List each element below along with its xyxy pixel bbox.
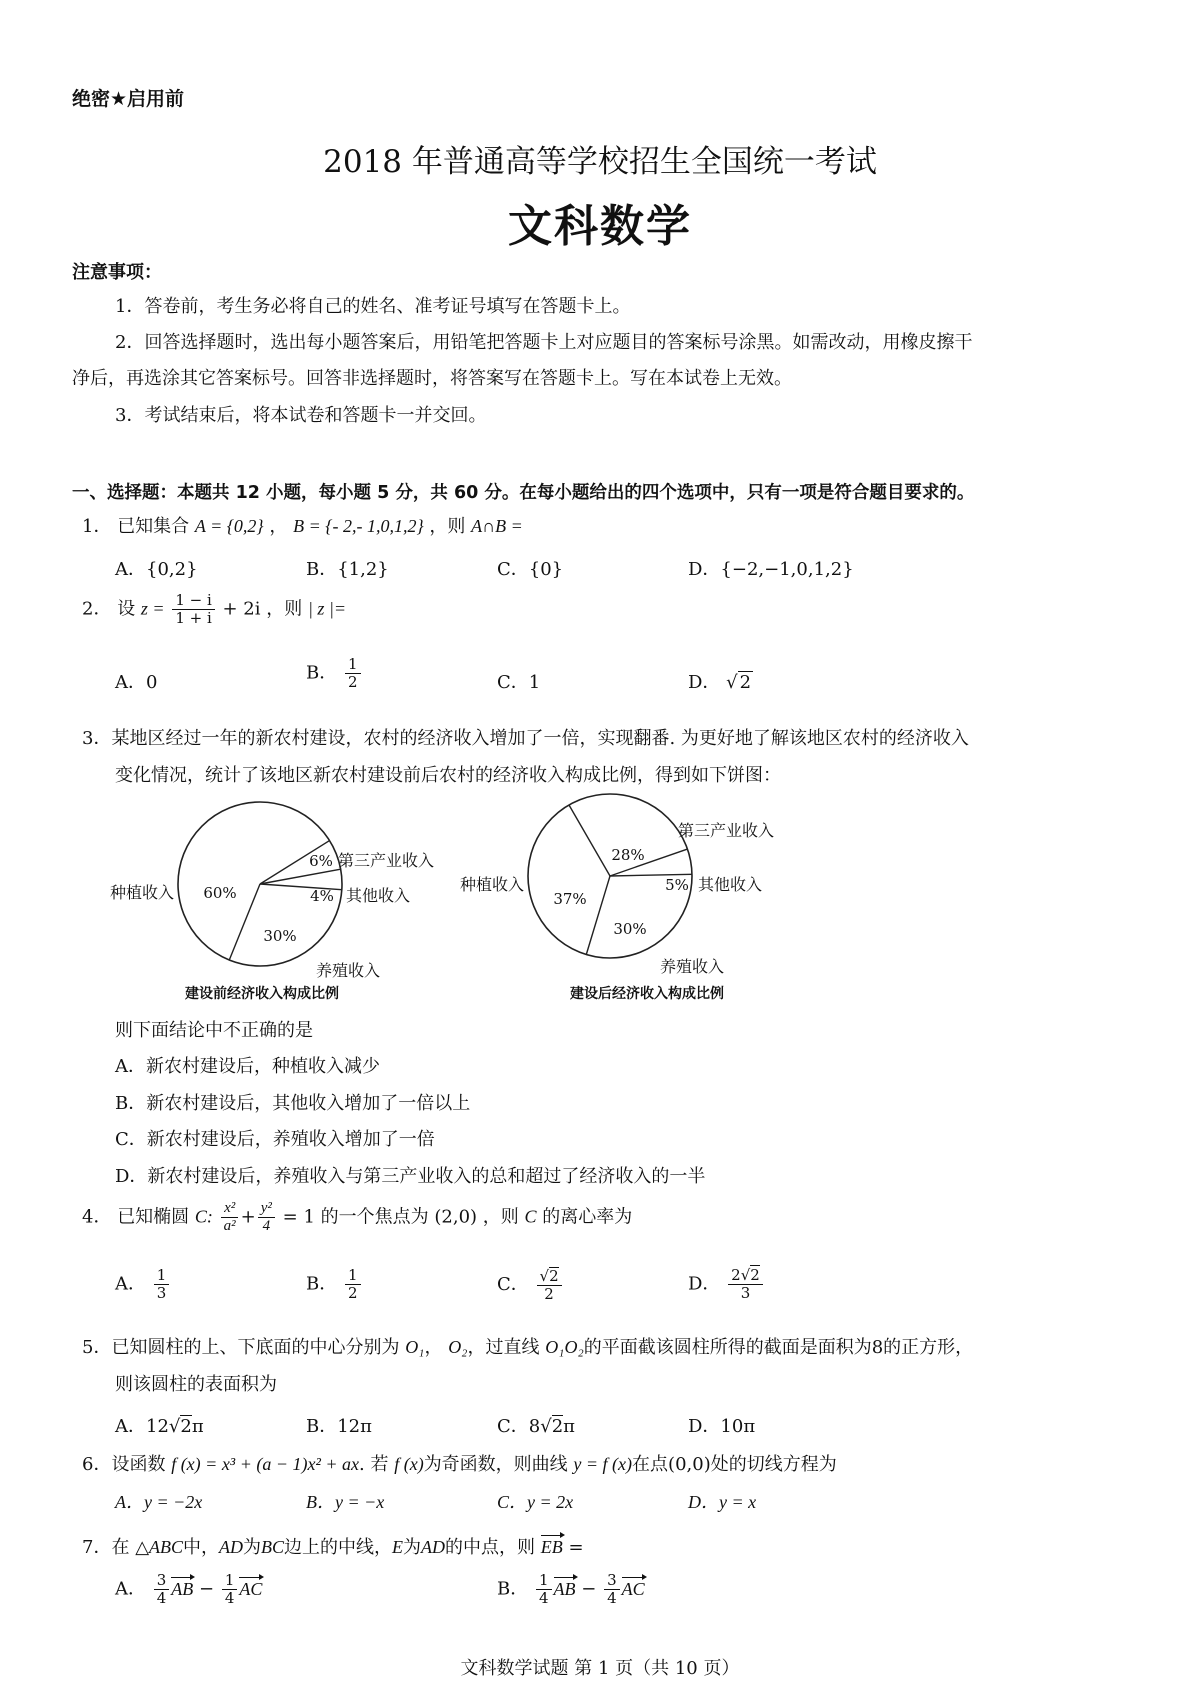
pie-slice-value: 30% [263,927,297,945]
vector-ac: AC [239,1578,263,1599]
subject-title: 文科数学 [508,201,692,252]
line-o1o2: O₁O₂ [545,1337,584,1357]
center-o2: O₂ [448,1337,468,1357]
abs-z: | z |= [307,598,347,619]
denominator: 2 [347,673,358,691]
q5-option-d: D．10π [688,1416,756,1437]
coefficient: 2 [731,1266,741,1284]
separator: ， [269,516,288,537]
question-number: 7． [82,1537,112,1558]
pie-slice-label: 养殖收入 [316,961,381,980]
pie-slice-value: 60% [203,884,237,902]
denominator: 4 [538,1589,549,1607]
option-label: A． [115,1578,146,1600]
pie-slice-label: 其他收入 [346,886,411,905]
option-label: D． [688,672,721,693]
option-label: D． [688,1273,721,1295]
question-text: . 若 [359,1454,389,1475]
point: (0,0) [668,1454,711,1475]
radicand: 2 [180,1416,192,1437]
question-text: 某地区经过一年的新农村建设，农村的经济收入增加了一倍，实现翻番. 为更好地了解该地区农村的经济收入 [111,728,969,749]
intersection-expr: A∩B = [471,516,523,536]
radicand: 2 [549,1267,559,1285]
pie-slice-value: 4% [310,887,334,905]
numerator: y² [258,1200,275,1218]
set-a: A = {0,2} [194,516,264,536]
numerator: 1 [345,1267,361,1285]
fraction [221,1200,239,1235]
vector-ab: AB [553,1578,576,1599]
question-text: 的中点，则 [445,1537,536,1558]
fraction [728,1267,763,1302]
fraction [536,1572,552,1607]
numerator: 2√2 [728,1267,763,1285]
denominator: 4 [262,1218,271,1234]
pie-slice-value: 28% [611,846,645,864]
q6-option-d: D．y = x [688,1492,757,1512]
option-label: B． [306,662,338,684]
function-def: f (x) = x³ + (a − 1)x² + ax [171,1454,360,1474]
option-label: B． [497,1578,529,1600]
question-number: 5． [82,1337,112,1358]
q3-option-c: C．新农村建设后，养殖收入增加了一倍 [115,1129,435,1150]
question-3 [82,724,969,750]
question-number: 6． [82,1454,112,1475]
segment-ad: AD [219,1537,244,1557]
q2-option-a: A．0 [115,672,158,693]
note-item-2: 2．回答选择题时，选出每小题答案后，用铅笔把答题卡上对应题目的答案标号涂黑。如需改动，用橡皮擦干 [115,332,973,353]
point-e: E [392,1537,404,1557]
area-value: 8 [871,1337,884,1358]
triangle: △ABC [135,1537,184,1557]
pie-slice-value: 37% [553,890,587,908]
question-1 [82,512,523,538]
q5-option-b: B．12π [306,1416,372,1437]
radicand: 2 [750,1266,760,1284]
numerator: 1 [345,656,361,674]
q5-option-a: A．12√2π [115,1416,204,1437]
fraction [222,1572,238,1607]
note-item-3: 3．考试结束后，将本试卷和答题卡一并交回。 [115,405,487,426]
page-footer: 文科数学试题 第 1 页（共 10 页） [460,1658,740,1679]
pie-slice-value: 6% [309,852,333,870]
denominator: 2 [347,1284,358,1302]
numerator: 1 [154,1267,170,1285]
exam-title: 2018 年普通高等学校招生全国统一考试 [323,144,877,180]
question-3-stem: 则下面结论中不正确的是 [115,1020,313,1041]
question-number: 3． [82,728,112,749]
ellipse-name: C: [194,1206,213,1227]
q7-option-a [115,1572,262,1607]
question-text: 的离心率为 [542,1206,633,1228]
q2-option-c: C．1 [497,672,541,693]
q3-option-b: B．新农村建设后，其他收入增加了一倍以上 [115,1093,471,1114]
radicand: 2 [551,1416,564,1437]
denominator: 4 [607,1589,617,1607]
q1-option-c: C．{0} [497,559,564,580]
numerator: 3 [154,1572,170,1590]
q6-option-a: A．y = −2x [115,1492,203,1512]
option-label: C． [497,1274,529,1295]
q4-option-b [306,1267,363,1302]
question-text: 设 [117,598,136,620]
question-text: 的一个焦点为 [320,1206,429,1228]
question-text: 为 [403,1537,422,1558]
operator: − [581,1578,597,1600]
ellipse-name: C [524,1206,537,1227]
pie-slice-label: 养殖收入 [660,957,725,976]
option-label: A． [115,1416,146,1437]
segment-bc: BC [261,1537,285,1557]
question-3-line2: 变化情况，统计了该地区新农村建设前后农村的经济收入构成比例，得到如下饼图： [115,765,781,786]
numerator: 1 [222,1572,238,1590]
note-item-1: 1．答卷前，考生务必将自己的姓名、准考证号填写在答题卡上。 [115,296,631,317]
operator: − [199,1578,215,1600]
question-5-line2: 则该圆柱的表面积为 [115,1374,277,1395]
question-text: ，过直线 [467,1337,540,1358]
question-5 [82,1333,973,1359]
question-number: 1． [82,516,112,537]
q6-option-b: B．y = −x [306,1492,385,1512]
q2-option-d [688,668,753,694]
question-text: 为奇函数，则曲线 [423,1454,568,1475]
q3-option-d: D．新农村建设后，养殖收入与第三产业收入的总和超过了经济收入的一半 [115,1166,706,1187]
question-text: 已知椭圆 [117,1206,190,1228]
denominator: 4 [224,1589,235,1607]
question-2 [82,592,346,627]
pie-slice-value: 5% [665,876,689,894]
pie-slice-label: 种植收入 [460,875,525,894]
pie-slice-label: 种植收入 [110,883,175,902]
denominator: 4 [156,1589,167,1607]
fraction [345,1267,361,1302]
pie-slice-value: 30% [613,920,647,938]
numerator: x² [221,1200,238,1218]
coefficient: 12 [146,1416,169,1437]
equals: = 1 [282,1206,315,1228]
q1-option-d: D．{−2,−1,0,1,2} [688,559,854,580]
focus-point: (2,0) [434,1206,478,1228]
z-var: z = [140,598,165,619]
denominator: a² [223,1218,236,1234]
numerator: 1 − i [172,592,214,610]
q4-option-a [115,1267,171,1302]
q3-option-a: A．新农村建设后，种植收入减少 [115,1056,380,1077]
vector-eb: EB [540,1537,563,1557]
chart-caption-before: 建设前经济收入构成比例 [185,986,339,1002]
question-6 [82,1450,837,1476]
question-4: 4． 已知椭圆 C: $\frac{\text{x²}}{\text{a²}}$ + $\frac{\text{y²}}{4}$ = 1 的一个焦点为 (2,0) ，则 C 的离心率为 [82,1200,633,1234]
fraction [172,592,214,627]
fraction [604,1572,620,1607]
question-text: 已知圆柱的上、下底面的中心分别为 [111,1337,400,1358]
pie-chart-before [110,802,434,980]
segment-ad: AD [421,1537,446,1557]
numerator: √2 [537,1267,562,1286]
plus-term: + 2i [222,598,261,620]
q5-option-c: C．8√2π [497,1416,576,1437]
coefficient: 8 [528,1416,541,1437]
denominator: 3 [740,1284,751,1302]
option-label: C． [497,1416,529,1437]
center-o1: O₁ [405,1337,425,1357]
pi: π [191,1416,204,1437]
question-text: ，则 [482,1206,519,1228]
question-text: 设函数 [111,1454,166,1475]
set-b: B = {- 2,- 1,0,1,2} [293,516,424,536]
question-7 [82,1533,584,1559]
numerator: 3 [604,1572,620,1590]
fraction [345,656,361,691]
question-number: 2． [82,598,112,620]
pie-charts [100,790,850,1002]
q4-option-c [497,1267,564,1303]
pie-slice-label: 其他收入 [698,875,763,894]
denominator: 2 [544,1285,554,1303]
pie-slice-label: 第三产业收入 [338,851,435,870]
curve-expr: y = f (x) [573,1454,633,1474]
q7-option-b [497,1572,645,1607]
question-text: 的正方形， [883,1337,974,1358]
secret-label: 绝密★启用前 [72,88,185,110]
radicand: 2 [739,672,752,693]
vector-ab: AB [171,1578,194,1599]
fraction [258,1200,275,1235]
sqrt: √ 2 [726,672,752,693]
vector-ac: AC [621,1578,645,1599]
question-text: 已知集合 [117,516,190,537]
q2-option-b [306,656,363,691]
section-heading: 一、选择题：本题共 12 小题，每小题 5 分，共 60 分。在每小题给出的四个选项中，只有一项是符合题目要求的。 [72,483,975,503]
function-name: f (x) [394,1454,424,1474]
q6-option-c: C．y = 2x [497,1492,574,1512]
fraction [154,1267,170,1302]
q4-option-d [688,1267,765,1302]
question-text: ，则 [429,516,466,537]
pi: π [563,1416,576,1437]
denominator: 1 + i [175,609,212,627]
question-text: ，则 [266,598,303,620]
notes-heading: 注意事项： [72,262,162,283]
fraction [537,1267,562,1303]
note-item-2-cont: 净后，再选涂其它答案标号。回答非选择题时，将答案写在答题卡上。写在本试卷上无效。 [72,368,792,389]
pie-chart-after [460,794,774,976]
denominator: 3 [156,1284,167,1302]
question-text: 中， [183,1537,220,1558]
question-text: 在点 [632,1454,669,1475]
option-label: A． [115,1273,146,1295]
question-text: 边上的中线， [284,1537,393,1558]
pie-slice-label: 第三产业收入 [678,821,775,840]
question-text: 为 [243,1537,262,1558]
question-text: 处的切线方程为 [710,1454,837,1475]
separator: ， [424,1337,443,1358]
option-label: B． [306,1273,338,1295]
fraction [154,1572,170,1607]
chart-caption-after: 建设后经济收入构成比例 [570,986,724,1002]
q1-option-a: A．{0,2} [115,559,198,580]
equals: = [568,1537,584,1558]
question-text: 的平面截该圆柱所得的截面是面积为 [583,1337,872,1358]
question-text: 在 [111,1537,130,1558]
q1-option-b: B．{1,2} [306,559,389,580]
numerator: 1 [536,1572,552,1590]
question-number: 4． [82,1206,112,1228]
